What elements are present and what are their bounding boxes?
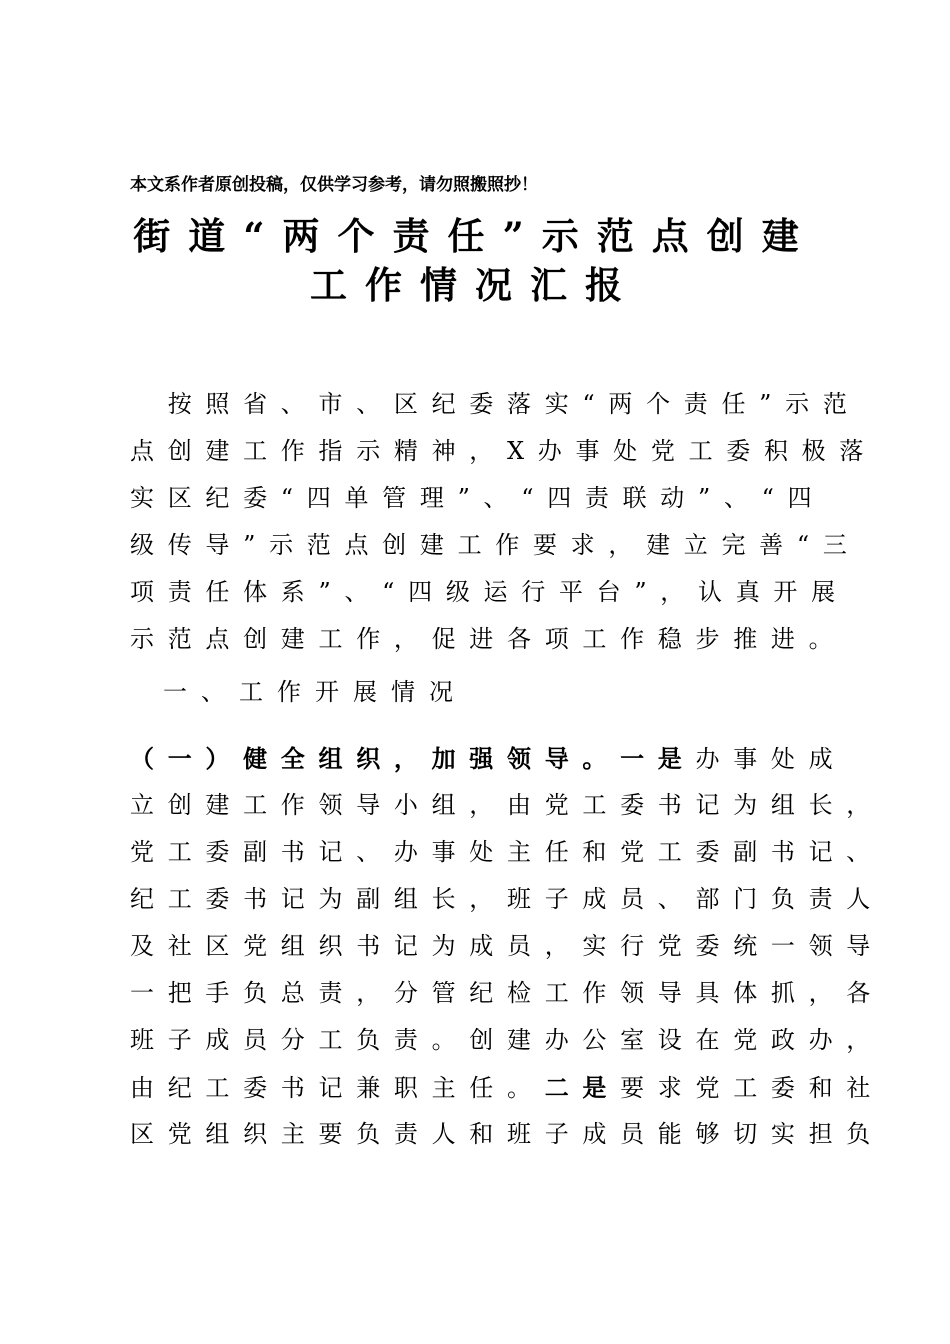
intro-line: 项责任体系”、“四级运行平台”，认真开展	[130, 578, 849, 606]
intro-line: 级传导”示范点创建工作要求，建立完善“三	[130, 531, 861, 559]
subsection-emphasis: 二是	[544, 1073, 621, 1102]
subsection-line: 纪工委书记为副组长，班子成员、部门负责人	[130, 885, 884, 913]
intro-paragraph	[130, 381, 878, 663]
subsection-line-text: 办事处成	[695, 745, 847, 773]
subsection-line: 区党组织主要负责人和班子成员能够切实担负	[130, 1120, 884, 1148]
subsection-line	[130, 1064, 885, 1111]
intro-line: 按照省、市、区纪委落实“两个责任”示范	[130, 390, 861, 418]
subsection-line: 党工委副书记、办事处主任和党工委副书记、	[130, 838, 884, 866]
subsection-line: 一把手负总责，分管纪检工作领导具体抓，各	[130, 979, 884, 1007]
subsection-line: 班子成员分工负责。创建办公室设在党政办，	[130, 1026, 884, 1054]
subsection-paragraph	[130, 735, 885, 1158]
subsection-lead: （一）健全组织，加强领导。一是	[130, 744, 696, 773]
document-title-line-2: 工作情况汇报	[310, 263, 640, 307]
subsection-line: 立创建工作领导小组，由党工委书记为组长，	[130, 791, 884, 819]
intro-line: 点创建工作指示精神，X办事处党工委积极落	[130, 437, 878, 465]
copyright-notice: 本文系作者原创投稿，仅供学习参考，请勿照搬照抄！	[130, 175, 538, 195]
intro-line: 示范点创建工作，促进各项工作稳步推进。	[130, 625, 847, 653]
subsection-line-text: 要求党工委和社	[620, 1074, 885, 1102]
subsection-line: 及社区党组织书记为成员，实行党委统一领导	[130, 932, 884, 960]
subsection-line-text: 由纪工委书记兼职主任。	[130, 1074, 545, 1102]
section-heading: 一、工作开展情况	[163, 678, 467, 706]
subsection-line	[130, 735, 847, 782]
document-title-line-1: 街道“两个责任”示范点创建	[133, 214, 817, 258]
intro-line: 实区纪委“四单管理”、“四责联动”、“四	[130, 484, 826, 512]
